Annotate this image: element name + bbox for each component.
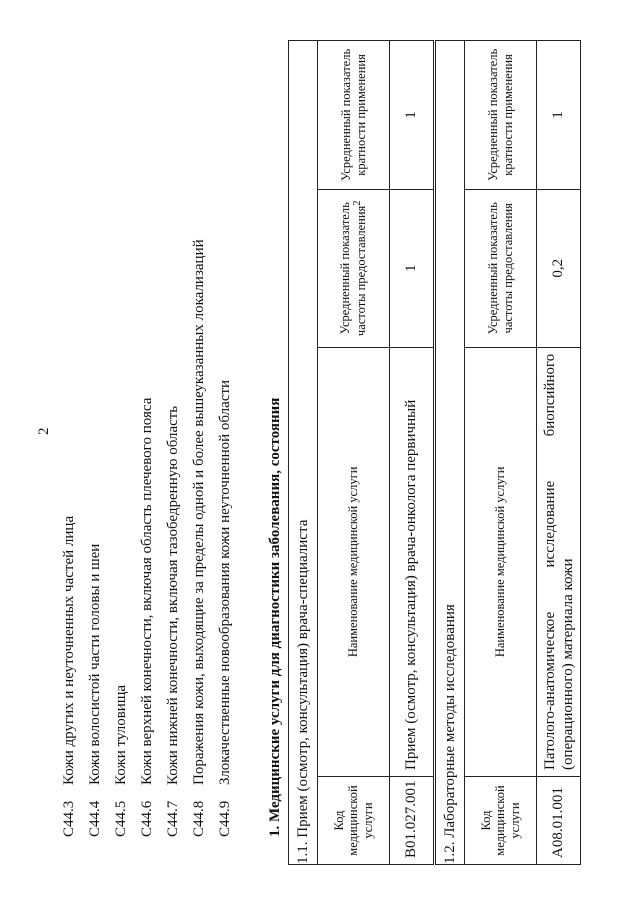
table-row [390,41,434,865]
footnote-marker: 2 [352,200,364,206]
diagnosis-description: Кожи других и неуточненных частей лица [60,515,77,785]
diagnosis-code: C44.5 [112,800,129,837]
column-header-code: Код медицинской услуги [318,777,390,865]
diagnosis-description: Кожи нижней конечности, включая тазобедренную область [164,405,181,785]
diagnosis-code: C44.8 [190,800,207,837]
column-header-multiplicity: Усредненный показатель кратности применения [318,41,390,190]
service-name [537,347,581,776]
table-caption: 1.1. Прием (осмотр, консультация) врача-специалиста [289,41,318,865]
service-code: B01.027.001 [390,777,434,865]
multiplicity-value: 1 [390,41,434,190]
diagnosis-description: Кожи верхней конечности, включая область плечевого пояса [138,397,155,785]
table-row [537,41,581,865]
laboratory-methods-table [435,40,581,865]
diagnosis-description: Кожи туловища [112,684,129,785]
diagnosis-code: C44.9 [216,800,233,837]
diagnosis-code: C44.7 [164,800,181,837]
code-list-item [134,47,160,837]
code-list-item [160,47,186,837]
diagnosis-description: Злокачественные новообразования кожи неуточненной области [216,379,233,785]
section-heading: 1. Медицинские услуги для диагностики заболевания, состояния [267,397,283,837]
diagnosis-code: C44.6 [138,800,155,837]
diagnosis-code: C44.3 [60,800,77,837]
multiplicity-value: 1 [537,41,581,190]
frequency-value: 0,2 [537,189,581,347]
column-header-name: Наименование медицинской услуги [465,347,537,776]
frequency-value: 1 [390,189,434,347]
diagnosis-code-list [56,47,238,837]
column-header-multiplicity: Усредненный показатель кратности применения [465,41,537,190]
column-header-name: Наименование медицинской услуги [318,347,390,776]
code-list-item [82,47,108,837]
column-header-code: Код медицинской услуги [465,777,537,865]
service-name-line: Патолого-анатомическое исследование биопсийного [541,353,558,771]
code-list-item [56,47,82,837]
column-header-frequency: Усредненный показатель частоты предоставления [465,189,537,347]
specialist-visit-table [288,40,434,865]
code-list-item [108,47,134,837]
code-list-item [212,47,238,837]
diagnosis-description: Кожи волосистой части головы и шеи [86,543,103,785]
table-caption: 1.2. Лабораторные методы исследования [436,41,465,865]
diagnosis-description: Поражения кожи, выходящие за пределы одной и более вышеуказанных локализаций [190,239,207,785]
diagnosis-code: C44.4 [86,800,103,837]
service-name: Прием (осмотр, консультация) врача-онколога первичный [390,347,434,776]
page-number: 2 [36,427,52,435]
service-name-line: (операционного) материала кожи [559,558,576,771]
column-header-frequency: Усредненный показатель частоты предоставления$^2$ [318,189,390,347]
service-code: A08.01.001 [537,777,581,865]
code-list-item [186,47,212,837]
